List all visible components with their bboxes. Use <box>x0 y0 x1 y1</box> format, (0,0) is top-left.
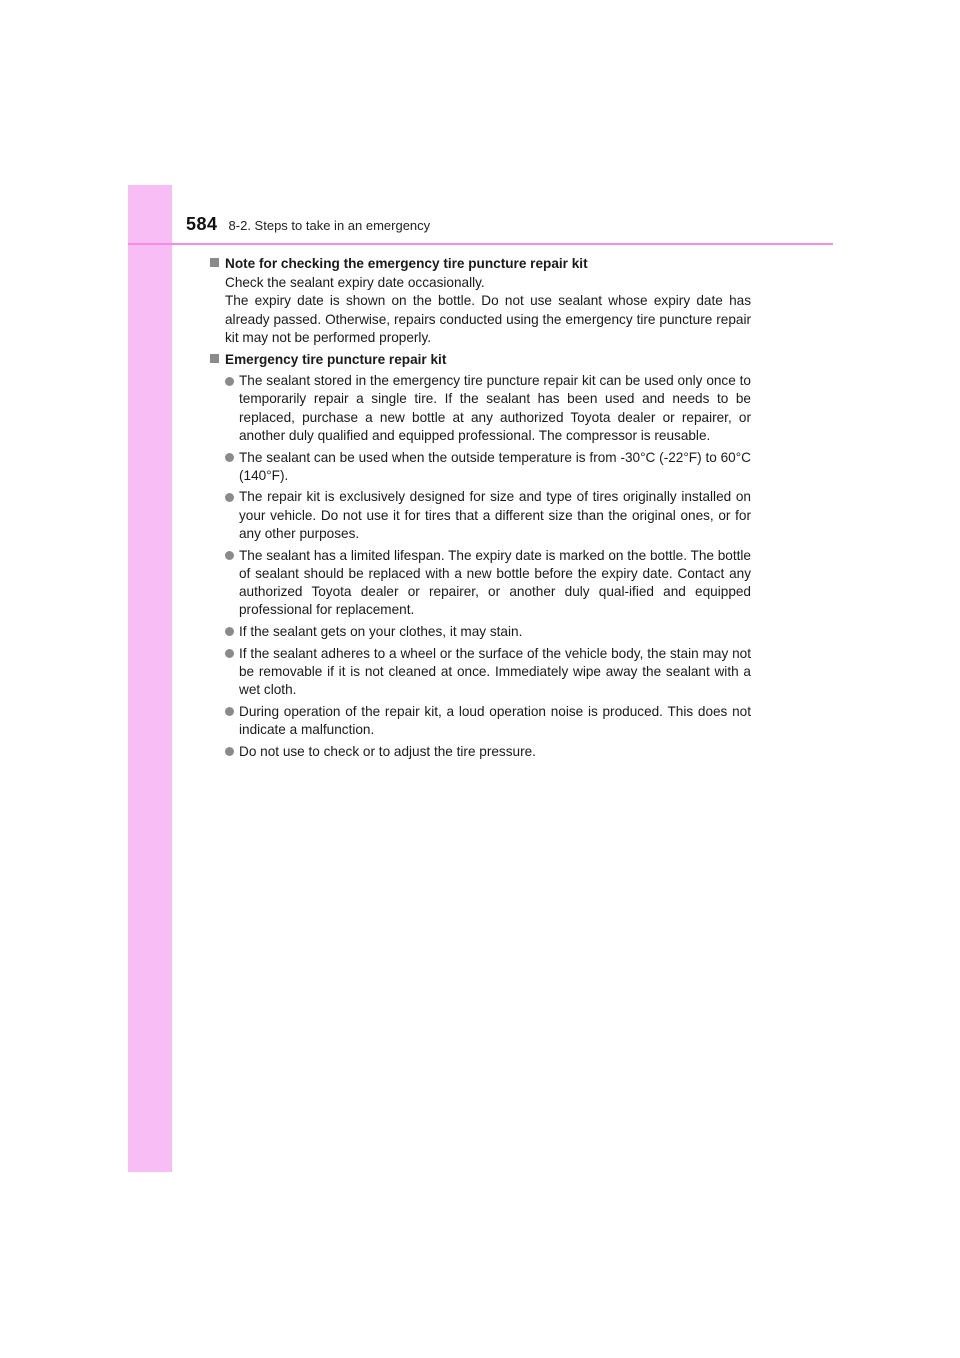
list-item-text: The sealant can be used when the outside temperature is from -30°C (-22°F) to 60°C (140°F). <box>239 449 751 483</box>
square-icon <box>210 258 219 267</box>
list-item-text: If the sealant gets on your clothes, it may stain. <box>239 623 523 639</box>
list-item <box>225 547 751 620</box>
circle-icon <box>225 493 234 502</box>
list-item <box>225 645 751 700</box>
list-item <box>225 623 751 641</box>
section-heading-text: Emergency tire puncture repair kit <box>225 352 447 368</box>
circle-icon <box>225 707 234 716</box>
section-title: 8-2. Steps to take in an emergency <box>228 218 431 233</box>
list-item-text: The sealant stored in the emergency tire puncture repair kit can be used only once to temporarily repair a single tire. If the sealant has been used and needs to be replaced, purchase a new bottle at any authorized Toyota dealer or repairer, or another duly qualified and equipped professional. The compressor is reusable. <box>239 373 751 443</box>
header-rule <box>128 243 833 245</box>
page-number: 584 <box>186 214 218 234</box>
circle-icon <box>225 649 234 658</box>
bullet-list <box>210 372 751 761</box>
paragraph: Check the sealant expiry date occasionally. <box>225 275 485 291</box>
list-item-text: The sealant has a limited lifespan. The expiry date is marked on the bottle. The bottle of sealant should be replaced with a new bottle before the expiry date. Contact any authorized Toyota dealer or repairer, or another duly qual-ified and equipped professional for replacement. <box>239 547 751 618</box>
section-repair-kit <box>210 351 751 761</box>
list-item-text: If the sealant adheres to a wheel or the surface of the vehicle body, the stain may not be removable if it is not cleaned at once. Immediately wipe away the sealant with a wet cloth. <box>239 645 751 697</box>
list-item-text: The repair kit is exclusively designed for size and type of tires originally installed on your vehicle. Do not use it for tires that a different size than the original ones, or for any other purposes. <box>239 489 751 541</box>
section-heading <box>210 351 751 369</box>
square-icon <box>210 354 219 363</box>
list-item <box>225 372 751 445</box>
section-heading-text: Note for checking the emergency tire puncture repair kit <box>225 256 588 271</box>
list-item-text: Do not use to check or to adjust the tire pressure. <box>239 743 536 759</box>
section-kit-check-note <box>210 255 751 347</box>
page-header <box>186 214 430 244</box>
list-item <box>225 703 751 739</box>
section-body <box>210 274 751 347</box>
circle-icon <box>225 453 234 462</box>
list-item-text: During operation of the repair kit, a loud operation noise is produced. This does not indicate a malfunction. <box>239 703 751 737</box>
list-item <box>225 449 751 485</box>
circle-icon <box>225 551 234 560</box>
main-content <box>210 255 751 765</box>
list-item <box>225 488 751 543</box>
circle-icon <box>225 747 234 756</box>
side-band <box>128 185 172 1172</box>
paragraph: The expiry date is shown on the bottle. Do not use sealant whose expiry date has already passed. Otherwise, repairs conducted using the emergency tire puncture repair kit may not be performed properly. <box>225 293 751 345</box>
section-heading <box>210 255 751 273</box>
circle-icon <box>225 377 234 386</box>
list-item <box>225 743 751 761</box>
circle-icon <box>225 627 234 636</box>
